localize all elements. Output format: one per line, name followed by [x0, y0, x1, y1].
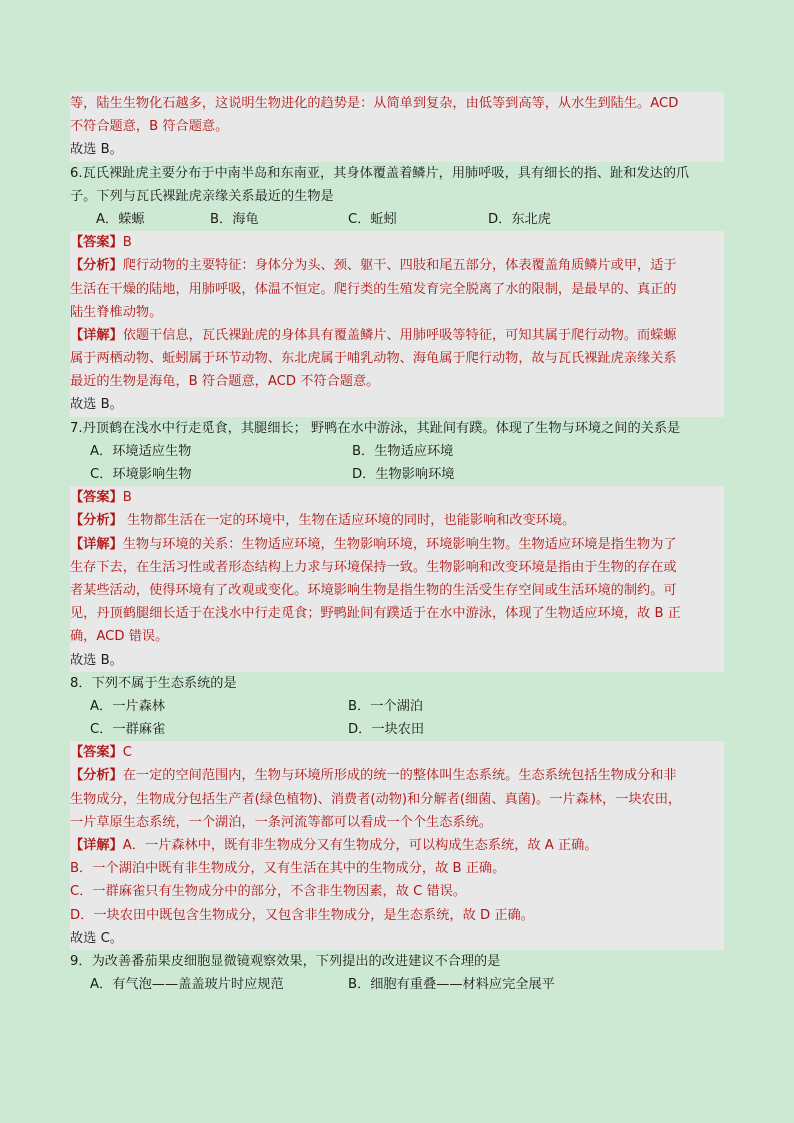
question-9: [70, 950, 724, 996]
options-row: [70, 208, 724, 231]
answer-tag: 【答案】: [70, 490, 123, 506]
text-line: 者某些活动，使得环境有了改观或变化。环境影响生物是指生物的生活受生存空间或生活环境的制约。可: [70, 582, 677, 598]
option-c: C．环境影响生物: [90, 467, 192, 482]
analysis-line: [70, 254, 724, 277]
conclusion: 故选 B。: [70, 142, 123, 158]
detail-line: [70, 324, 724, 347]
text-line: 生物与环境的关系：生物适应环境，生物影响环境，环境影响生物。生物适应环境是指生物为了: [122, 536, 677, 552]
option-b: B．海龟: [210, 211, 259, 227]
answer-line: [70, 486, 724, 509]
option-a: A．有气泡——盖盖玻片时应规范: [90, 977, 284, 993]
answer-line: [70, 231, 724, 254]
text-line: 最近的生物是海龟，B 符合题意，ACD 不符合题意。: [70, 374, 380, 390]
answer-value: C: [122, 745, 132, 761]
answer-tag: 【答案】: [70, 235, 123, 251]
options-row: [70, 440, 724, 463]
answer-line: [70, 741, 724, 764]
text-line: 确，ACD 错误。: [70, 629, 169, 645]
question-7: [70, 417, 724, 487]
text-line: 生物成分，生物成分包括生产者(绿色植物)、消费者(动物)和分解者(细菌、真菌)。一片森林，一块农田，: [70, 791, 682, 807]
conclusion: 故选 B。: [70, 397, 123, 413]
detail-tag: 【详解】: [70, 838, 123, 853]
question-8: [70, 672, 724, 742]
text-line: 见，丹顶鹤腿细长适于在浅水中行走觅食；野鸭趾间有蹼适于在水中游泳，体现了生物适应环境，故 B 正: [70, 606, 681, 622]
text-line: 生物都生活在一定的环境中，生物在适应环境的同时，也能影响和改变环境。: [122, 513, 576, 529]
analysis-line: [70, 509, 724, 532]
detail-tag: 【详解】: [70, 327, 123, 343]
question-stem: 6.瓦氏裸趾虎主要分布于中南半岛和东南亚，其身体覆盖着鳞片，用肺呼吸，具有细长的指、趾和发达的爪: [70, 165, 690, 181]
document-content: [70, 92, 724, 996]
option-b: B．一个湖泊: [348, 698, 423, 714]
q7-answer-box: [70, 486, 724, 672]
detail-tag: 【详解】: [70, 536, 123, 552]
option-a: A．一片森林: [90, 698, 165, 714]
text-line: 等，陆生生物化石越多，这说明生物进化的趋势是：从简单到复杂，由低等到高等，从水生到陆生。ACD: [70, 96, 679, 111]
option-d: D．生物影响环境: [352, 467, 455, 482]
text-line: 不符合题意，B 符合题意。: [70, 119, 229, 135]
option-d: D．一块农田: [348, 722, 425, 738]
analysis-tag: 【分析】: [70, 768, 123, 784]
text-line: C．一群麻雀只有生物成分中的部分，不含非生物因素，故 C 错误。: [70, 884, 467, 900]
question-stem: 8．下列不属于生态系统的是: [70, 675, 237, 691]
detail-line: [70, 834, 724, 857]
text-line: B．一个湖泊中既有非生物成分，又有生活在其中的生物成分，故 B 正确。: [70, 861, 506, 877]
question-6: [70, 162, 724, 232]
q5-detail-tail: [70, 92, 724, 162]
options-row: [70, 463, 724, 486]
answer-tag: 【答案】: [70, 745, 123, 761]
question-stem: 7.丹顶鹤在浅水中行走觅食，其腿细长； 野鸭在水中游泳，其趾间有蹼。体现了生物与环境之间的关系是: [70, 420, 681, 436]
option-b: B．细胞有重叠——材料应完全展平: [348, 977, 555, 993]
text-line: 一片草原生态系统，一个湖泊，一条河流等都可以看成一个个生态系统。: [70, 814, 492, 830]
option-d: D．东北虎: [488, 211, 551, 227]
text-line: 生存下去，在生活习性或者形态结构上力求与环境保持一致。生物影响和改变环境是指由于生物的存在或: [70, 559, 677, 575]
text-line: D．一块农田中既包含生物成分，又包含非生物成分，是生态系统，故 D 正确。: [70, 907, 534, 923]
answer-value: B: [122, 490, 132, 506]
option-c: C．一群麻雀: [90, 722, 166, 738]
options-row: [70, 973, 724, 996]
text-line: A．一片森林中，既有非生物成分又有生物成分，可以构成生态系统，故 A 正确。: [122, 838, 598, 853]
option-a: A．环境适应生物: [90, 443, 192, 459]
option-b: B．生物适应环境: [352, 443, 454, 459]
question-stem: 9．为改善番茄果皮细胞显微镜观察效果，下列提出的改进建议不合理的是: [70, 953, 501, 969]
text-line: 生活在干燥的陆地，用肺呼吸，体温不恒定。爬行类的生殖发育完全脱离了水的限制，是最早的、真正的: [70, 281, 677, 297]
text-line: 属于两栖动物、蚯蚓属于环节动物、东北虎属于哺乳动物、海龟属于爬行动物，故与瓦氏裸趾虎亲缘关系: [70, 351, 677, 367]
analysis-tag: 【分析】: [70, 258, 123, 274]
q8-answer-box: [70, 741, 724, 950]
text-line: 爬行动物的主要特征：身体分为头、颈、躯干、四肢和尾五部分，体表覆盖角质鳞片或甲，适于: [122, 258, 677, 274]
options-row: [70, 695, 724, 718]
analysis-tag: 【分析】: [70, 513, 123, 529]
detail-line: [70, 533, 724, 556]
options-row: [70, 718, 724, 741]
option-a: A．蝾螈: [96, 211, 145, 227]
text-line: 依题干信息，瓦氏裸趾虎的身体具有覆盖鳞片、用肺呼吸等特征，可知其属于爬行动物。而蝾螈: [122, 327, 677, 343]
question-stem: 子。下列与瓦氏裸趾虎亲缘关系最近的生物是: [70, 188, 334, 204]
conclusion: 故选 B。: [70, 652, 123, 668]
text-line: 陆生脊椎动物。: [70, 304, 163, 320]
text-line: 在一定的空间范围内，生物与环境所形成的统一的整体叫生态系统。生态系统包括生物成分和非: [122, 768, 677, 784]
option-c: C．蚯蚓: [348, 211, 397, 227]
q6-answer-box: [70, 231, 724, 417]
answer-value: B: [122, 235, 132, 251]
analysis-line: [70, 764, 724, 787]
conclusion: 故选 C。: [70, 930, 123, 946]
